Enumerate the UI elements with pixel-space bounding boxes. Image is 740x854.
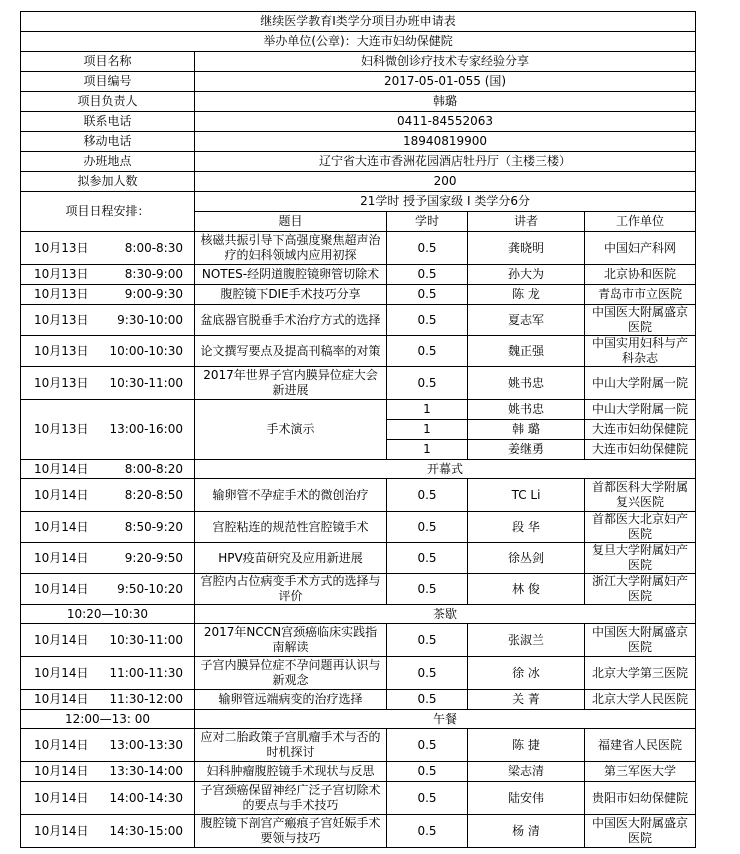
break-label: 开幕式 (195, 460, 696, 479)
session-topic: 宫腔粘连的规范性宫腔镜手术 (195, 512, 387, 543)
info-value: 韩璐 (195, 92, 696, 112)
header-hours: 学时 (387, 212, 468, 232)
session-topic: 输卵管不孕症手术的微创治疗 (195, 479, 387, 512)
session-speaker: 陈 龙 (468, 285, 585, 305)
session-row (21, 815, 696, 848)
session-topic: 论文撰写要点及提高刊稿率的对策 (195, 336, 387, 367)
session-time: 13:30-14:00 (109, 764, 183, 778)
session-speaker: 姚书忠 (468, 400, 585, 420)
session-date: 10月14日 (34, 461, 89, 476)
session-date: 10月13日 (34, 267, 89, 281)
session-topic: 腹腔镜下剖宫产瘢痕子宫妊娠手术要领与技巧 (195, 815, 387, 848)
info-row (21, 172, 696, 192)
session-time: 11:00-11:30 (109, 665, 183, 680)
session-speaker: 陈 捷 (468, 729, 585, 762)
session-date: 10月13日 (34, 240, 89, 255)
session-unit: 福建省人民医院 (585, 729, 696, 762)
form-table (20, 11, 696, 848)
info-row (21, 152, 696, 172)
session-hours: 0.5 (387, 624, 468, 657)
session-hours: 0.5 (387, 367, 468, 400)
break-label: 茶歇 (195, 605, 696, 624)
session-topic: NOTES-经阴道腹腔镜卵管切除术 (195, 265, 387, 285)
info-label: 项目编号 (21, 72, 195, 92)
session-date: 10月14日 (34, 550, 89, 565)
header-unit: 工作单位 (585, 212, 696, 232)
session-row (21, 690, 696, 710)
session-datetime (21, 460, 195, 479)
session-hours: 0.5 (387, 285, 468, 305)
session-unit: 中国妇产科网 (585, 232, 696, 265)
session-time: 9:50-10:20 (117, 581, 183, 596)
session-topic: 2017年NCCN宫颈癌临床实践指南解读 (195, 624, 387, 657)
session-row (21, 543, 696, 574)
session-unit: 北京大学人民医院 (585, 690, 696, 710)
session-date: 10月13日 (34, 312, 89, 327)
session-datetime (21, 232, 195, 265)
info-row (21, 72, 696, 92)
session-hours: 0.5 (387, 336, 468, 367)
session-topic: 盆底器官脱垂手术治疗方式的选择 (195, 305, 387, 336)
session-unit: 大连市妇幼保健院 (585, 440, 696, 460)
info-row (21, 132, 696, 152)
session-speaker: 夏志军 (468, 305, 585, 336)
session-time: 10:30-11:00 (109, 632, 183, 647)
session-unit: 第三军医大学 (585, 762, 696, 782)
session-hours: 0.5 (387, 657, 468, 690)
session-speaker: 梁志清 (468, 762, 585, 782)
surgery-demo-row (21, 400, 696, 420)
session-unit: 中国实用妇科与产科杂志 (585, 336, 696, 367)
info-row (21, 112, 696, 132)
session-row (21, 232, 696, 265)
session-hours: 0.5 (387, 762, 468, 782)
session-datetime (21, 285, 195, 305)
session-date: 10月13日 (34, 375, 89, 390)
info-label: 移动电话 (21, 132, 195, 152)
session-date: 10月14日 (34, 692, 89, 706)
session-datetime (21, 762, 195, 782)
session-date: 10月14日 (34, 790, 89, 805)
session-datetime (21, 574, 195, 605)
session-hours: 0.5 (387, 479, 468, 512)
info-label: 联系电话 (21, 112, 195, 132)
info-label: 项目名称 (21, 52, 195, 72)
session-unit: 首都医科大学附属复兴医院 (585, 479, 696, 512)
session-speaker: 张淑兰 (468, 624, 585, 657)
session-unit: 中国医大附属盛京医院 (585, 305, 696, 336)
session-datetime (21, 624, 195, 657)
session-hours: 0.5 (387, 815, 468, 848)
session-hours: 0.5 (387, 543, 468, 574)
session-time: 8:50-9:20 (124, 519, 183, 534)
info-value: 辽宁省大连市香洲花园酒店牡丹厅（主楼三楼） (195, 152, 696, 172)
session-datetime (21, 782, 195, 815)
info-value: 妇科微创诊疗技术专家经验分享 (195, 52, 696, 72)
session-date: 10月14日 (34, 519, 89, 534)
session-topic: HPV疫苗研究及应用新进展 (195, 543, 387, 574)
session-row (21, 336, 696, 367)
session-date: 10月14日 (34, 581, 89, 596)
session-row (21, 265, 696, 285)
session-row (21, 624, 696, 657)
header-speaker: 讲者 (468, 212, 585, 232)
session-hours: 0.5 (387, 232, 468, 265)
header-topic: 题目 (195, 212, 387, 232)
session-date: 10月13日 (34, 343, 89, 358)
session-speaker: 关 菁 (468, 690, 585, 710)
form-title: 继续医学教育I类学分项目办班申请表 (21, 12, 696, 32)
session-time: 8:00-8:20 (124, 461, 183, 476)
session-date: 10月14日 (34, 632, 89, 647)
session-datetime (21, 479, 195, 512)
session-topic: 应对二胎政策子宫肌瘤手术与否的时机探讨 (195, 729, 387, 762)
info-value: 0411-84552063 (195, 112, 696, 132)
session-speaker: 杨 清 (468, 815, 585, 848)
session-speaker: 陆安伟 (468, 782, 585, 815)
session-unit: 复旦大学附属妇产医院 (585, 543, 696, 574)
session-date: 10月13日 (34, 287, 89, 301)
break-time: 12:00—13: 00 (21, 710, 195, 729)
session-speaker: 段 华 (468, 512, 585, 543)
session-topic: 输卵管远端病变的治疗选择 (195, 690, 387, 710)
session-datetime (21, 657, 195, 690)
session-hours: 1 (387, 420, 468, 440)
break-time: 10:20—10:30 (21, 605, 195, 624)
session-time: 8:00-8:30 (124, 240, 183, 255)
session-hours: 0.5 (387, 305, 468, 336)
session-speaker: 徐 冰 (468, 657, 585, 690)
session-topic: 2017年世界子宫内膜异位症大会新进展 (195, 367, 387, 400)
tea-break-row (21, 605, 696, 624)
session-row (21, 657, 696, 690)
session-time: 10:00-10:30 (109, 343, 183, 358)
session-row (21, 285, 696, 305)
session-row (21, 782, 696, 815)
session-date: 10月14日 (34, 487, 89, 502)
organizer: 举办单位(公章)：大连市妇幼保健院 (21, 32, 696, 52)
session-time: 11:30-12:00 (109, 692, 183, 706)
session-unit: 中山大学附属一院 (585, 367, 696, 400)
session-datetime (21, 305, 195, 336)
session-row (21, 574, 696, 605)
session-datetime (21, 367, 195, 400)
opening-row (21, 460, 696, 479)
session-datetime (21, 815, 195, 848)
session-unit: 大连市妇幼保健院 (585, 420, 696, 440)
session-row (21, 729, 696, 762)
info-value: 18940819900 (195, 132, 696, 152)
session-speaker: 孙大为 (468, 265, 585, 285)
session-datetime (21, 512, 195, 543)
session-topic: 腹腔镜下DIE手术技巧分享 (195, 285, 387, 305)
session-datetime (21, 690, 195, 710)
session-unit: 贵阳市妇幼保健院 (585, 782, 696, 815)
session-speaker: 魏正强 (468, 336, 585, 367)
session-hours: 1 (387, 400, 468, 420)
session-topic: 宫腔内占位病变手术方式的选择与评价 (195, 574, 387, 605)
session-hours: 1 (387, 440, 468, 460)
session-time: 13:00-13:30 (109, 737, 183, 752)
session-hours: 0.5 (387, 782, 468, 815)
session-datetime (21, 400, 195, 460)
session-hours: 0.5 (387, 729, 468, 762)
session-hours: 0.5 (387, 690, 468, 710)
session-hours: 0.5 (387, 574, 468, 605)
session-time: 9:00-9:30 (124, 287, 183, 301)
session-time: 14:00-14:30 (109, 790, 183, 805)
info-value: 200 (195, 172, 696, 192)
info-label: 项目负责人 (21, 92, 195, 112)
credit-note: 21学时 授予国家级 I 类学分6分 (195, 192, 696, 212)
session-topic: 核磁共振引导下高强度聚焦超声治疗的妇科领域内应用初探 (195, 232, 387, 265)
session-datetime (21, 336, 195, 367)
session-speaker: 龚晓明 (468, 232, 585, 265)
session-time: 8:30-9:00 (124, 267, 183, 281)
session-time: 14:30-15:00 (109, 823, 183, 838)
session-time: 9:30-10:00 (117, 312, 183, 327)
session-time: 10:30-11:00 (109, 375, 183, 390)
session-time: 8:20-8:50 (124, 487, 183, 502)
session-topic: 手术演示 (195, 400, 387, 460)
session-unit: 中国医大附属盛京医院 (585, 815, 696, 848)
session-speaker: 林 俊 (468, 574, 585, 605)
schedule-label: 项目日程安排： (21, 192, 195, 232)
session-unit: 浙江大学附属妇产医院 (585, 574, 696, 605)
session-speaker: 姜继勇 (468, 440, 585, 460)
session-date: 10月14日 (34, 823, 89, 838)
session-row (21, 479, 696, 512)
session-time: 9:20-9:50 (124, 550, 183, 565)
session-date: 10月14日 (34, 764, 89, 778)
lunch-row (21, 710, 696, 729)
session-unit: 北京协和医院 (585, 265, 696, 285)
session-hours: 0.5 (387, 512, 468, 543)
info-row (21, 52, 696, 72)
session-row (21, 512, 696, 543)
break-label: 午餐 (195, 710, 696, 729)
session-speaker: TC Li (468, 479, 585, 512)
session-date: 10月14日 (34, 665, 89, 680)
session-datetime (21, 543, 195, 574)
info-value: 2017-05-01-055 (国) (195, 72, 696, 92)
session-date: 10月13日 (34, 422, 89, 436)
session-row (21, 367, 696, 400)
session-date: 10月14日 (34, 737, 89, 752)
session-speaker: 姚书忠 (468, 367, 585, 400)
session-datetime (21, 729, 195, 762)
session-time: 13:00-16:00 (109, 422, 183, 436)
session-topic: 子宫内膜异位症不孕问题再认识与新观念 (195, 657, 387, 690)
session-row (21, 305, 696, 336)
session-topic: 子宫颈癌保留神经广泛子宫切除术的要点与手术技巧 (195, 782, 387, 815)
session-unit: 首都医大北京妇产医院 (585, 512, 696, 543)
session-datetime (21, 265, 195, 285)
session-unit: 青岛市市立医院 (585, 285, 696, 305)
info-label: 拟参加人数 (21, 172, 195, 192)
session-speaker: 韩 璐 (468, 420, 585, 440)
session-hours: 0.5 (387, 265, 468, 285)
session-speaker: 徐丛剑 (468, 543, 585, 574)
session-unit: 中山大学附属一院 (585, 400, 696, 420)
session-row (21, 762, 696, 782)
session-topic: 妇科肿瘤腹腔镜手术现状与反思 (195, 762, 387, 782)
session-unit: 中国医大附属盛京医院 (585, 624, 696, 657)
session-unit: 北京大学第三医院 (585, 657, 696, 690)
info-row (21, 92, 696, 112)
info-label: 办班地点 (21, 152, 195, 172)
